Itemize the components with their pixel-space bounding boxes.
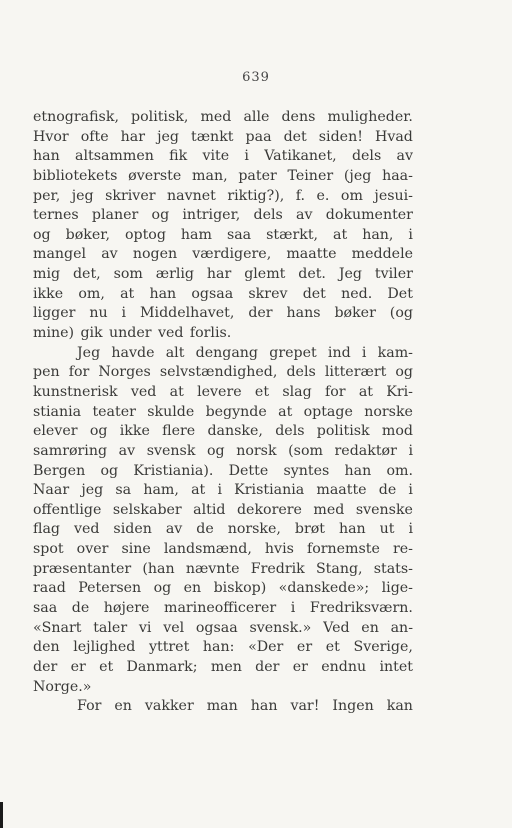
word: bøker, bbox=[65, 226, 110, 243]
word: per, bbox=[33, 187, 61, 204]
word: ogsaa bbox=[195, 619, 238, 636]
word: svensk.» bbox=[249, 619, 312, 636]
word: bibliotekets bbox=[33, 167, 118, 184]
word: dels bbox=[275, 423, 305, 440]
word: en bbox=[114, 698, 132, 715]
word: Ingen bbox=[332, 698, 374, 715]
word: med bbox=[313, 501, 345, 518]
text-line bbox=[33, 147, 413, 167]
word: Danmark; bbox=[126, 658, 198, 675]
word: i bbox=[408, 226, 413, 243]
word: i bbox=[361, 344, 367, 361]
word: er bbox=[70, 658, 86, 675]
word: Det bbox=[387, 285, 413, 302]
word: vi bbox=[138, 619, 152, 636]
word: an- bbox=[390, 619, 413, 636]
word: begynde bbox=[205, 403, 267, 420]
word: politisk bbox=[316, 423, 370, 440]
word: mig bbox=[33, 266, 61, 283]
text-line bbox=[33, 560, 413, 580]
word: skriver bbox=[105, 187, 156, 204]
word: nogen bbox=[132, 246, 178, 263]
word: var! bbox=[290, 698, 320, 715]
word: skrev bbox=[248, 285, 288, 302]
word: glemt bbox=[244, 266, 286, 283]
word: ikke bbox=[119, 423, 150, 440]
word: av bbox=[118, 442, 136, 459]
word: Naar bbox=[33, 482, 70, 499]
word: For bbox=[77, 698, 102, 715]
word: selskaber bbox=[112, 501, 182, 518]
word: en bbox=[183, 580, 202, 597]
text-line bbox=[33, 638, 413, 658]
word: av bbox=[165, 521, 183, 538]
word: jeg bbox=[157, 128, 179, 145]
word: Bergen bbox=[33, 462, 86, 479]
text-line bbox=[33, 678, 413, 698]
text-line bbox=[33, 442, 413, 462]
word: Hvor bbox=[33, 128, 69, 145]
word: Stang, bbox=[315, 560, 363, 577]
word: selvstændighed, bbox=[159, 364, 278, 381]
word: Hvad bbox=[374, 128, 413, 145]
word: nu bbox=[89, 305, 108, 322]
word: der bbox=[248, 305, 273, 322]
word: ærlig bbox=[155, 266, 195, 283]
word: og bbox=[33, 226, 51, 243]
word: at bbox=[278, 403, 293, 420]
word: danske, bbox=[207, 423, 263, 440]
word: er bbox=[292, 658, 308, 675]
word: mine) bbox=[33, 325, 75, 342]
word: kunstnerisk bbox=[33, 383, 118, 400]
word: i bbox=[121, 305, 127, 322]
word: alle bbox=[243, 109, 270, 125]
word: og bbox=[207, 442, 225, 459]
word: lige- bbox=[381, 580, 413, 597]
word: raad bbox=[33, 580, 66, 597]
word: sa bbox=[115, 482, 132, 499]
word: for bbox=[324, 383, 346, 400]
word: et bbox=[254, 383, 270, 400]
word: stats- bbox=[373, 560, 413, 577]
word: og bbox=[395, 364, 413, 381]
word: en bbox=[361, 619, 379, 636]
word: mangel bbox=[33, 246, 87, 263]
word: ofte bbox=[80, 128, 109, 145]
word: norske, bbox=[227, 521, 281, 538]
word: for bbox=[68, 364, 90, 381]
word: hans bbox=[286, 305, 321, 322]
word: Petersen bbox=[78, 580, 142, 597]
word: øverste bbox=[128, 167, 182, 184]
text-line bbox=[33, 540, 413, 560]
text-line bbox=[33, 501, 413, 521]
word: der bbox=[255, 658, 280, 675]
text-line bbox=[33, 344, 413, 364]
word: intet bbox=[379, 658, 413, 675]
word: kan bbox=[386, 698, 413, 715]
text-line bbox=[33, 285, 413, 305]
word: han, bbox=[362, 226, 394, 243]
word: Kristiania bbox=[234, 482, 305, 499]
word: ved bbox=[157, 325, 184, 342]
word: Fredrik bbox=[250, 560, 305, 577]
word: paa bbox=[245, 128, 272, 145]
text-line bbox=[33, 697, 413, 717]
word: i bbox=[408, 521, 413, 538]
word: dels bbox=[286, 364, 316, 381]
word: marineofficerer bbox=[163, 600, 277, 617]
word: Middelhavet, bbox=[140, 305, 235, 322]
word: etnografisk, bbox=[33, 109, 119, 125]
word: norsk bbox=[236, 442, 277, 459]
text-line bbox=[33, 481, 413, 501]
word: om. bbox=[386, 462, 413, 479]
word: ut bbox=[379, 521, 395, 538]
word: i bbox=[408, 442, 413, 459]
word: vakker bbox=[144, 698, 194, 715]
word: slag bbox=[282, 383, 312, 400]
word: der bbox=[33, 658, 58, 675]
word: tviler bbox=[374, 266, 413, 283]
word: og bbox=[151, 207, 170, 224]
word: præsentanter bbox=[33, 560, 132, 577]
word: taler bbox=[93, 619, 128, 636]
word: av bbox=[296, 207, 313, 224]
text-line bbox=[33, 363, 413, 383]
word: at bbox=[333, 226, 348, 243]
word: dekorere bbox=[236, 501, 302, 518]
word: ved bbox=[130, 383, 157, 400]
word: man, bbox=[192, 167, 228, 184]
word: tænkt bbox=[191, 128, 234, 145]
body-text bbox=[33, 108, 413, 717]
word: f. bbox=[295, 187, 306, 204]
word: siden! bbox=[318, 128, 363, 145]
word: Jeg bbox=[77, 344, 101, 361]
word: siden bbox=[113, 521, 152, 538]
word: og bbox=[100, 462, 119, 479]
word: det, bbox=[72, 266, 101, 283]
text-line bbox=[33, 619, 413, 639]
word: med bbox=[200, 109, 232, 125]
word: jeg bbox=[71, 187, 94, 204]
word: sine bbox=[121, 541, 151, 558]
word: om bbox=[340, 187, 363, 204]
word: et bbox=[99, 658, 114, 675]
word: det bbox=[302, 285, 326, 302]
text-line bbox=[33, 403, 413, 423]
text-line bbox=[33, 422, 413, 442]
text-line bbox=[33, 226, 413, 246]
text-line bbox=[33, 304, 413, 324]
word: pater bbox=[238, 167, 277, 184]
text-line bbox=[33, 245, 413, 265]
word: (som bbox=[288, 442, 323, 459]
word: det. bbox=[298, 266, 326, 283]
word: «Snart bbox=[33, 619, 82, 636]
word: ogsaa bbox=[191, 285, 234, 302]
word: værdigere, bbox=[192, 246, 272, 263]
word: Jeg bbox=[338, 266, 363, 283]
text-line bbox=[33, 206, 413, 226]
word: jesui- bbox=[374, 187, 413, 204]
page-edge-mark bbox=[0, 802, 3, 828]
word: den bbox=[33, 639, 60, 656]
word: man bbox=[206, 698, 238, 715]
word: de bbox=[196, 521, 214, 538]
word: ternes bbox=[33, 207, 79, 224]
word: redaktør bbox=[334, 442, 397, 459]
word: landsmænd, bbox=[163, 541, 252, 558]
word: pen bbox=[33, 364, 60, 381]
text-line bbox=[33, 265, 413, 285]
word: og bbox=[89, 423, 108, 440]
word: fornemste bbox=[306, 541, 380, 558]
word: har bbox=[206, 266, 232, 283]
word: at bbox=[120, 285, 135, 302]
word: syntes bbox=[283, 462, 330, 479]
word: højere bbox=[103, 600, 150, 617]
word: bøker bbox=[334, 305, 376, 322]
word: ind bbox=[327, 344, 351, 361]
word: skulde bbox=[147, 403, 195, 420]
word: av bbox=[396, 148, 413, 165]
word: at bbox=[169, 383, 184, 400]
text-line bbox=[33, 383, 413, 403]
word: optage bbox=[303, 403, 353, 420]
word: i bbox=[290, 600, 296, 617]
word: nævnte bbox=[185, 560, 240, 577]
word: riktig?), bbox=[227, 187, 285, 204]
word: grepet bbox=[269, 344, 317, 361]
word: dels bbox=[253, 207, 283, 224]
text-line bbox=[33, 128, 413, 148]
word: at bbox=[191, 482, 206, 499]
word: ham bbox=[180, 226, 212, 243]
word: Norges bbox=[98, 364, 151, 381]
text-line bbox=[33, 520, 413, 540]
word: jeg bbox=[81, 482, 104, 499]
word: han bbox=[250, 698, 278, 715]
word: brøt bbox=[294, 521, 325, 538]
word: elever bbox=[33, 423, 78, 440]
word: Dette bbox=[228, 462, 269, 479]
word: lejlighed bbox=[73, 639, 136, 656]
word: ikke bbox=[33, 285, 64, 302]
word: over bbox=[76, 541, 109, 558]
word: politisk, bbox=[131, 109, 189, 125]
word: (og bbox=[389, 305, 413, 322]
word: biskop) bbox=[213, 580, 267, 597]
word: re- bbox=[392, 541, 413, 558]
word: spot bbox=[33, 541, 64, 558]
word: muligheder. bbox=[327, 109, 413, 125]
word: svensk bbox=[146, 442, 196, 459]
word: dengang bbox=[195, 344, 259, 361]
word: Norge.» bbox=[33, 678, 92, 695]
word: mod bbox=[381, 423, 413, 440]
word: havde bbox=[111, 344, 155, 361]
word: flere bbox=[162, 423, 196, 440]
word: de bbox=[71, 600, 90, 617]
word: i bbox=[244, 148, 249, 165]
word: vite bbox=[202, 148, 230, 165]
word: yttret bbox=[148, 639, 190, 656]
word: stiania bbox=[33, 403, 82, 420]
word: men bbox=[210, 658, 242, 675]
word: Kri- bbox=[386, 383, 413, 400]
word: forlis. bbox=[189, 325, 232, 342]
word: optog bbox=[124, 226, 166, 243]
word: ham, bbox=[143, 482, 179, 499]
word: maatte bbox=[316, 482, 367, 499]
word: (han bbox=[142, 560, 175, 577]
word: Ved bbox=[323, 619, 350, 636]
word: altsammen bbox=[75, 148, 154, 165]
word: teater bbox=[92, 403, 136, 420]
text-line bbox=[33, 167, 413, 187]
word: Sverige, bbox=[353, 639, 413, 656]
word: om, bbox=[78, 285, 105, 302]
text-line bbox=[33, 324, 413, 344]
word: samrøring bbox=[33, 442, 108, 459]
word: har bbox=[120, 128, 146, 145]
word: maatte bbox=[286, 246, 337, 263]
word: Vatikanet, bbox=[264, 148, 337, 165]
word: i bbox=[408, 482, 413, 499]
word: dens bbox=[281, 109, 316, 125]
word: er bbox=[296, 639, 313, 656]
word: ved bbox=[73, 521, 100, 538]
text-line bbox=[33, 187, 413, 207]
word: altid bbox=[193, 501, 226, 518]
text-line bbox=[33, 108, 413, 128]
word: i bbox=[217, 482, 222, 499]
word: gik bbox=[80, 325, 103, 342]
word: fik bbox=[169, 148, 188, 165]
word: at bbox=[358, 383, 373, 400]
word: kam- bbox=[377, 344, 413, 361]
word: ned. bbox=[341, 285, 373, 302]
word: ligger bbox=[33, 305, 76, 322]
text-line bbox=[33, 599, 413, 619]
word: svenske bbox=[355, 501, 413, 518]
word: litterært bbox=[324, 364, 387, 381]
word: meddele bbox=[351, 246, 413, 263]
text-line bbox=[33, 658, 413, 678]
page-number: 639 bbox=[242, 70, 270, 85]
word: Teiner bbox=[287, 167, 334, 184]
word: stærkt, bbox=[266, 226, 319, 243]
word: han bbox=[33, 148, 60, 165]
word: det bbox=[283, 128, 307, 145]
word: Fredriksværn. bbox=[309, 600, 413, 617]
word: «Der bbox=[248, 639, 284, 656]
word: (jeg bbox=[343, 167, 372, 184]
word: dokumenter bbox=[325, 207, 413, 224]
word: alt bbox=[165, 344, 185, 361]
word: levere bbox=[197, 383, 242, 400]
word: norske bbox=[364, 403, 413, 420]
word: haa- bbox=[382, 167, 413, 184]
word: vel bbox=[163, 619, 185, 636]
word: saa bbox=[33, 600, 58, 617]
word: som bbox=[113, 266, 143, 283]
word: planer bbox=[91, 207, 139, 224]
word: han bbox=[149, 285, 177, 302]
word: flag bbox=[33, 521, 61, 538]
word: av bbox=[101, 246, 118, 263]
word: e. bbox=[316, 187, 330, 204]
word: og bbox=[153, 580, 172, 597]
word: de bbox=[378, 482, 397, 499]
word: et bbox=[325, 639, 340, 656]
word: endnu bbox=[321, 658, 367, 675]
word: navnet bbox=[167, 187, 216, 204]
text-line bbox=[33, 579, 413, 599]
word: offentlige bbox=[33, 501, 102, 518]
word: intriger, bbox=[182, 207, 241, 224]
word: «danskede»; bbox=[278, 580, 370, 597]
word: hvis bbox=[264, 541, 294, 558]
word: han bbox=[344, 462, 372, 479]
word: saa bbox=[226, 226, 252, 243]
text-line bbox=[33, 462, 413, 482]
word: han bbox=[338, 521, 366, 538]
word: Kristiania). bbox=[133, 462, 214, 479]
word: han: bbox=[202, 639, 235, 656]
word: under bbox=[109, 325, 152, 342]
word: dels bbox=[351, 148, 382, 165]
